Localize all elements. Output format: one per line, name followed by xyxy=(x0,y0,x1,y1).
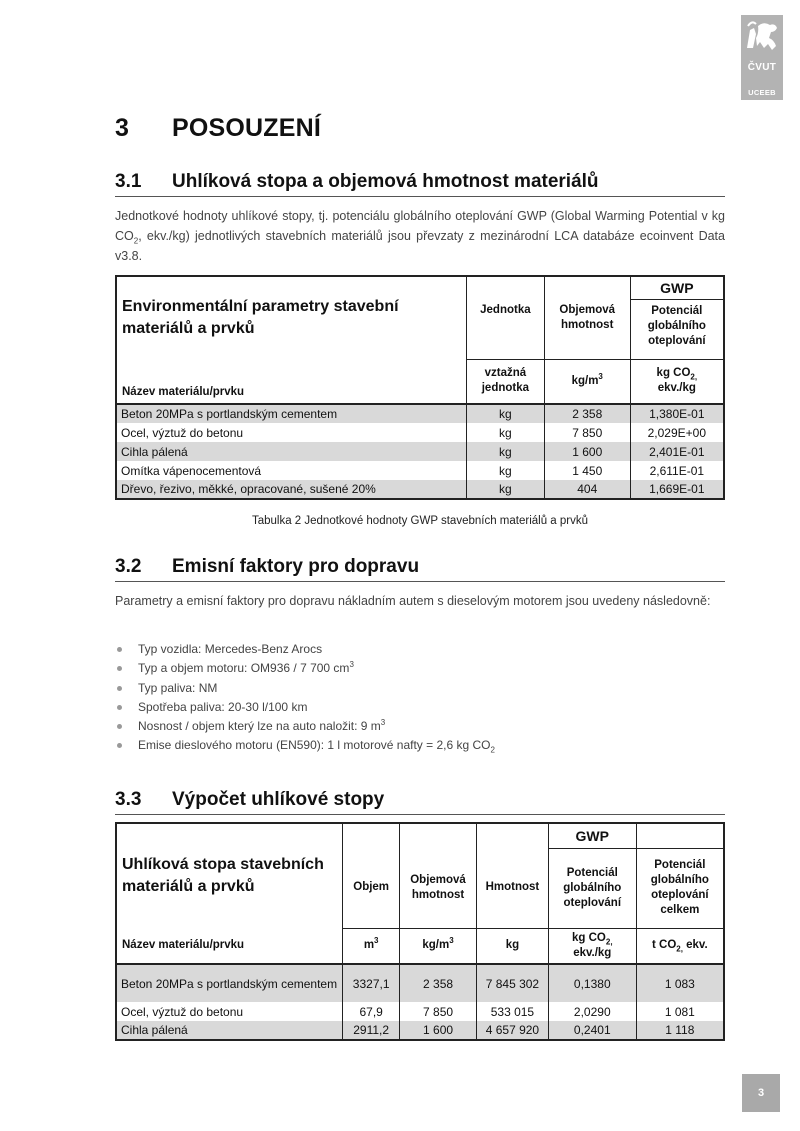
table-row: Cihla pálená 2911,2 1 600 4 657 920 0,2401 1 118 xyxy=(116,1021,724,1040)
col-header-gwp-total: Potenciál globálního oteplování celkem xyxy=(636,848,724,928)
col-header-volume: Objem xyxy=(343,848,400,928)
table-row: Ocel, výztuž do betonu 67,9 7 850 533 015 2,0290 1 081 xyxy=(116,1002,724,1021)
section-3-1-paragraph xyxy=(115,206,725,266)
chapter-number: 3 xyxy=(115,114,130,142)
carbon-footprint-table xyxy=(115,822,725,1041)
mass-unit-header: kg xyxy=(476,928,548,964)
density-unit-header: $kg/m^3$ xyxy=(400,928,477,964)
gwp-unit-header: kg $CO_{2,}$ ekv./kg xyxy=(548,928,636,964)
table-row: Omítka vápenocementová kg 1 450 2,611E-01 xyxy=(116,461,724,480)
subscript: 2 xyxy=(133,236,139,246)
chapter-title: POSOUZENÍ xyxy=(172,114,322,142)
section-3-3-heading xyxy=(115,789,725,815)
table-row: Dřevo, řezivo, měkké, opracované, sušené 20% kg 404 1,669E-01 xyxy=(116,480,724,499)
col-header-density: Objemová hmotnost xyxy=(544,299,630,359)
bullet-icon xyxy=(117,686,122,691)
bullet-icon xyxy=(117,724,122,729)
logo-uceeb-text: UCEEB xyxy=(748,88,776,97)
section-title: Výpočet uhlíkové stopy xyxy=(172,789,385,810)
table-row: Beton 20MPa s portlandským cementem kg 2 358 1,380E-01 xyxy=(116,404,724,423)
bullet-icon xyxy=(117,666,122,671)
cvut-uceeb-logo xyxy=(741,15,783,100)
section-3-1-heading xyxy=(115,171,725,197)
gwp-label: GWP xyxy=(630,276,724,299)
total-unit-header: t $CO_{2,}$ ekv. xyxy=(636,928,724,964)
table-title: Environmentální parametry stavební materiálů a prvků xyxy=(116,276,466,359)
list-item: Emise dieslového motoru (EN590): 1 l motorové nafty = 2,6 kg $CO_2$ xyxy=(115,736,495,755)
table-row: Beton 20MPa s portlandským cementem 3327,1 2 358 7 845 302 0,1380 1 083 xyxy=(116,964,724,1002)
section-title: Emisní faktory pro dopravu xyxy=(172,556,420,577)
list-item: Typ paliva: NM xyxy=(115,679,495,698)
lion-emblem-icon xyxy=(744,18,780,54)
paragraph-text: , ekv./kg) jednotlivých stavebních materiálů jsou převzaty z mezinárodní LCA databáze ecoinvent Data v3.8. xyxy=(115,229,725,263)
bullet-icon xyxy=(117,743,122,748)
section-title: Uhlíková stopa a objemová hmotnost materiálů xyxy=(172,171,599,192)
volume-unit-header: $m^3$ xyxy=(343,928,400,964)
logo-cvut-text: ČVUT xyxy=(747,62,777,73)
table-row: Cihla pálená kg 1 600 2,401E-01 xyxy=(116,442,724,461)
bullet-icon xyxy=(117,705,122,710)
col-header-gwp: Potenciál globálního oteplování xyxy=(548,848,636,928)
chapter-heading xyxy=(115,114,321,143)
section-number: 3.2 xyxy=(115,556,142,577)
col-header-gwp: Potenciál globálního oteplování xyxy=(630,299,724,359)
unit-header: vztažná jednotka xyxy=(466,359,544,404)
col-header-mass: Hmotnost xyxy=(476,848,548,928)
table-row: Ocel, výztuž do betonu kg 7 850 2,029E+00 xyxy=(116,423,724,442)
gwp-unit-header: kg $CO_{2,}$ ekv./kg xyxy=(630,359,724,404)
name-header: Název materiálu/prvku xyxy=(116,359,466,404)
transport-parameters-list xyxy=(115,640,495,756)
section-number: 3.3 xyxy=(115,789,142,810)
list-item: Typ vozidla: Mercedes-Benz Arocs xyxy=(115,640,495,659)
density-unit-header: $kg/m^3$ xyxy=(544,359,630,404)
section-3-2-heading xyxy=(115,556,725,582)
list-item: Nosnost / objem který lze na auto naložit: 9 $m^3$ xyxy=(115,717,495,736)
gwp-materials-table xyxy=(115,275,725,500)
table-caption: Tabulka 2 Jednotkové hodnoty GWP stavebních materiálů a prvků xyxy=(251,515,589,527)
page-number-badge: 3 xyxy=(742,1074,780,1112)
col-header-density: Objemová hmotnost xyxy=(400,848,477,928)
list-item: Spotřeba paliva: 20-30 l/100 km xyxy=(115,698,495,717)
col-header-unit: Jednotka xyxy=(466,299,544,359)
table-title: Uhlíková stopa stavebních materiálů a prvků xyxy=(116,823,343,928)
gwp-label: GWP xyxy=(548,823,636,848)
section-number: 3.1 xyxy=(115,171,142,192)
paragraph-text: Jednotkové hodnoty uhlíkové stopy, tj. potenciálu globálního oteplování GWP (Global Warming Potential v kg CO xyxy=(115,209,725,243)
name-header: Název materiálu/prvku xyxy=(116,928,343,964)
bullet-icon xyxy=(117,647,122,652)
section-3-2-paragraph: Parametry a emisní faktory pro dopravu nákladním autem s dieselovým motorem jsou uvedeny následovně: xyxy=(115,594,711,608)
list-item: Typ a objem motoru: OM936 / 7 700 $cm^3$ xyxy=(115,659,495,678)
